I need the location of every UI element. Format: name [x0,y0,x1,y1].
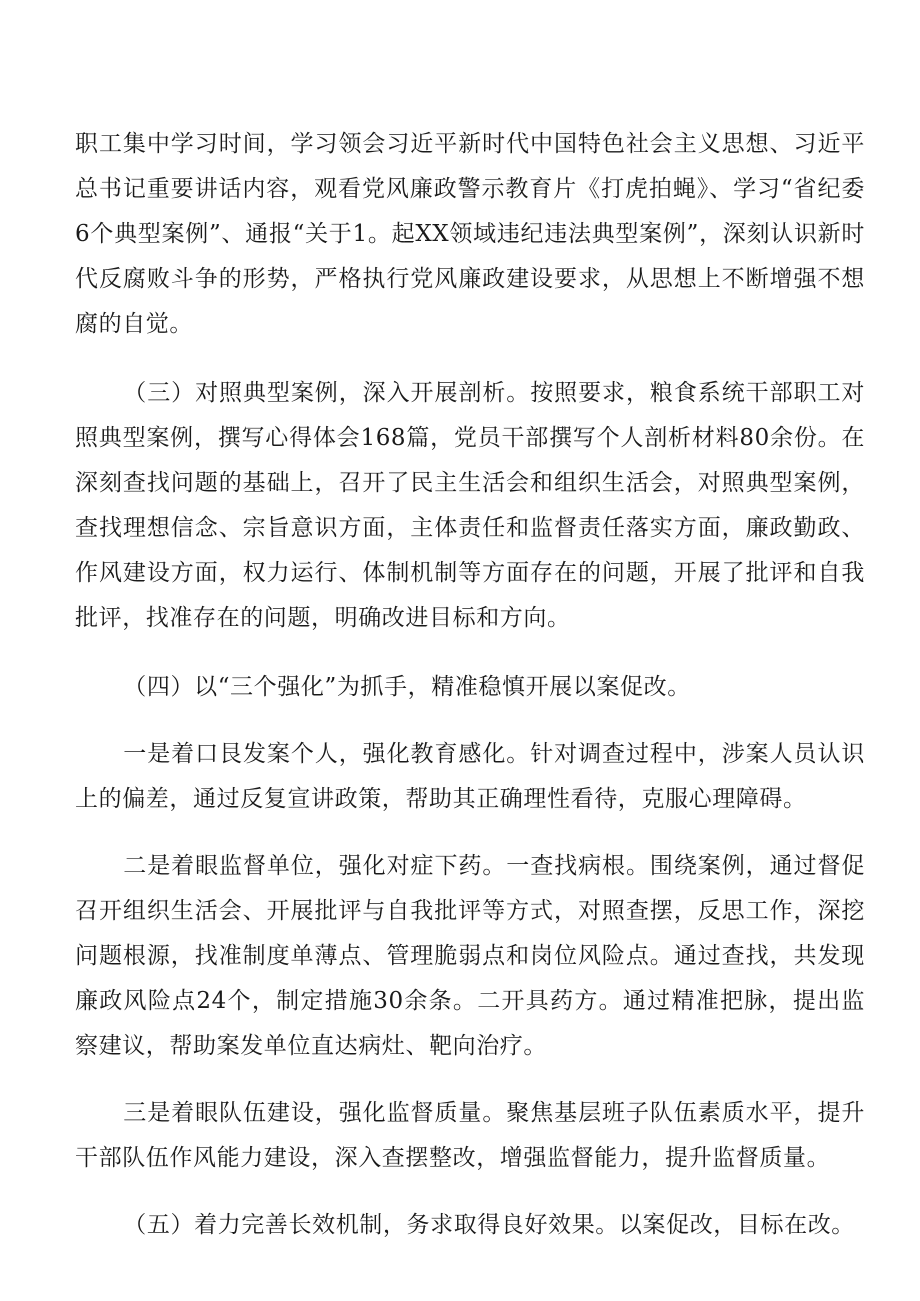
paragraph-section-three: （三）对照典型案例，深入开展剖析。按照要求，粮食系统干部职工对照典型案例，撰写心得体会168篇，党员干部撰写个人剖析材料80余份。在深刻查找问题的基础上，召开了民主生活会和组织生活会，对照典型案例，查找理想信念、宗旨意识方面，主体责任和监督责任落实方面，廉政勤政、作风建设方面，权力运行、体制机制等方面存在的问题，开展了批评和自我批评，找准存在的问题，明确改进目标和方向。 [75,380,865,631]
document-body [75,122,865,1248]
paragraph-item-three: 三是着眼队伍建设，强化监督质量。聚焦基层班子队伍素质水平，提升干部队伍作风能力建设，深入查摆整改，增强监督能力，提升监督质量。 [75,1100,865,1171]
paragraph-item-one: 一是着口艮发案个人，强化教育感化。针对调查过程中，涉案人员认识上的偏差，通过反复宣讲政策，帮助其正确理性看待，克服心理障碍。 [75,741,865,812]
paragraph-section-five: （五）着力完善长效机制，务求取得良好效果。以案促改，目标在改。 [123,1212,855,1238]
paragraph-section-four: （四）以“三个强化”为抓手，精准稳慎开展以案促改。 [123,674,691,700]
paragraph-study-continuation: 职工集中学习时间，学习领会习近平新时代中国特色社会主义思想、习近平总书记重要讲话内容，观看党风廉政警示教育片《打虎拍蝇》、学习“省纪委6个典型案例”、通报“关于1。起XX领域违纪违法典型案例”，深刻认识新时代反腐败斗争的形势，严格执行党风廉政建设要求，从思想上不断增强不想腐的自觉。 [75,131,865,337]
paragraph-item-two: 二是着眼监督单位，强化对症下药。一查找病根。围绕案例，通过督促召开组织生活会、开展批评与自我批评等方式，对照查摆，反思工作，深挖问题根源，找准制度单薄点、管理脆弱点和岗位风险点。通过查找，共发现廉政风险点24个，制定措施30余条。二开具药方。通过精准把脉，提出监察建议，帮助案发单位直达病灶、靶向治疗。 [75,853,865,1059]
